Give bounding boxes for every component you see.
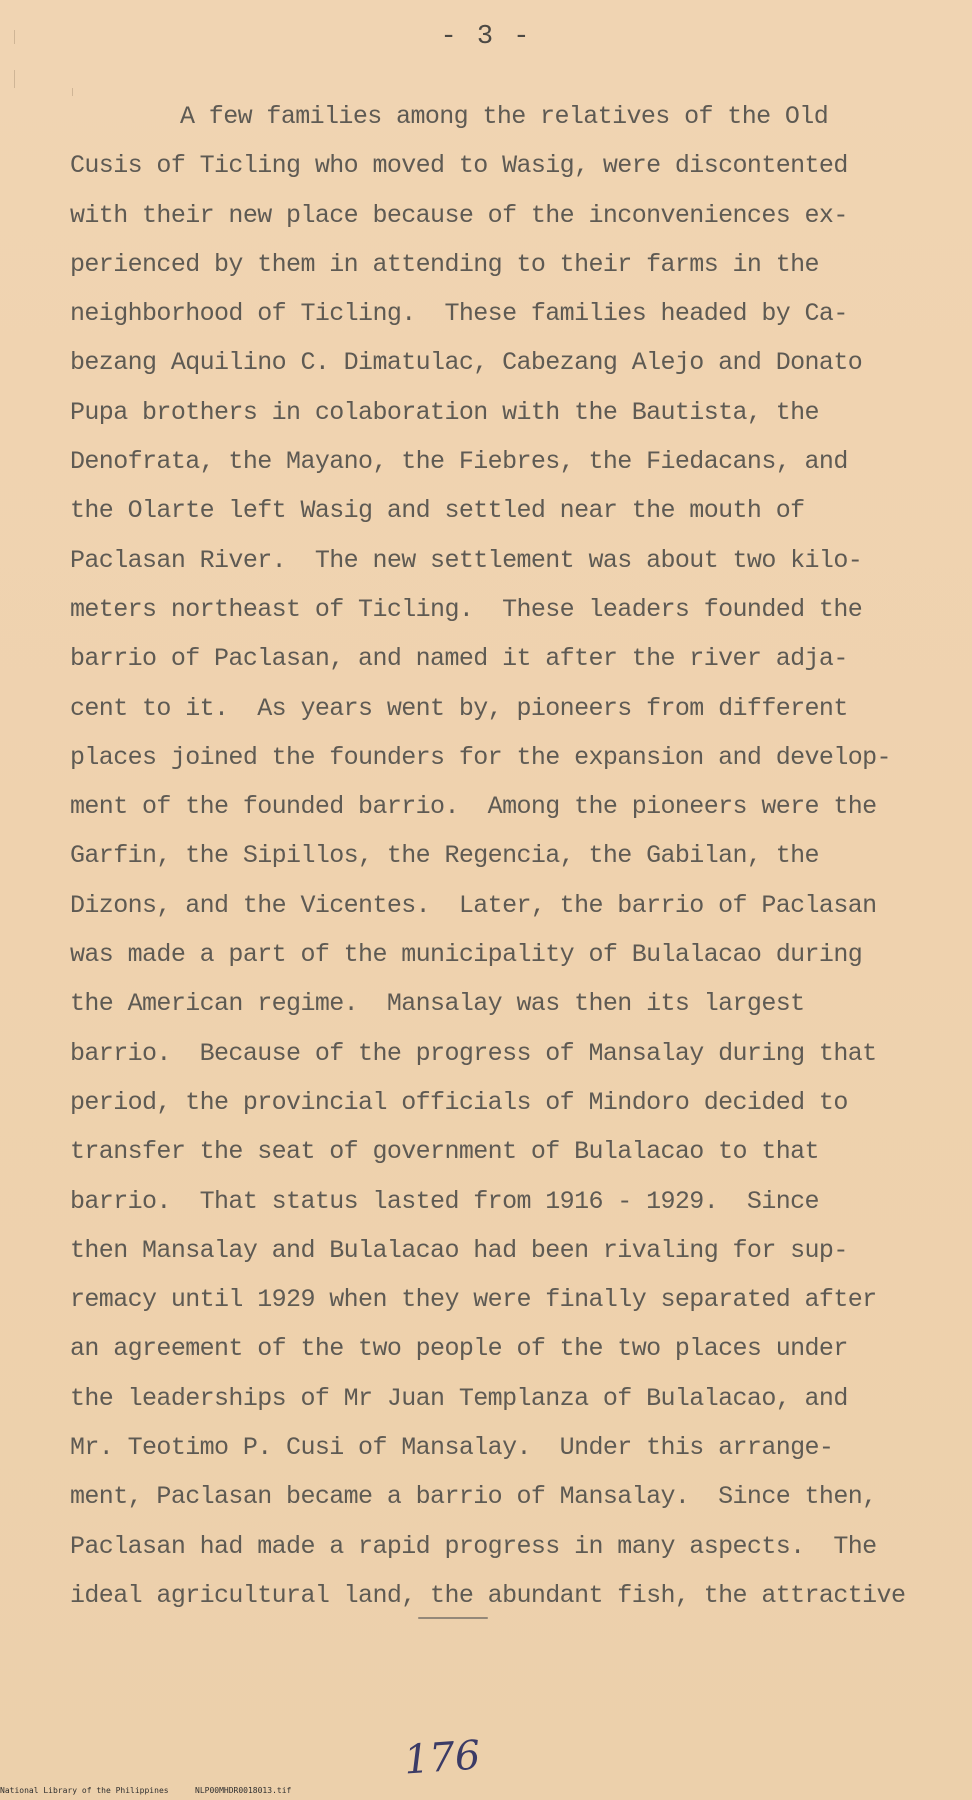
footer-library-credit: National Library of the Philippines — [0, 1786, 169, 1795]
text-line: the American regime. Mansalay was then its largest — [70, 989, 805, 1019]
text-line: bezang Aquilino C. Dimatulac, Cabezang Alejo and Donato — [70, 348, 863, 378]
edge-mark — [14, 70, 15, 88]
text-line: places joined the founders for the expansion and develop- — [70, 742, 891, 772]
text-line: period, the provincial officials of Mindoro decided to — [70, 1087, 848, 1117]
text-line: cent to it. As years went by, pioneers from different — [70, 693, 848, 723]
text-line: barrio. That status lasted from 1916 - 1929. Since — [70, 1186, 819, 1216]
text-line: was made a part of the municipality of Bulalacao during — [70, 940, 863, 970]
text-line: Dizons, and the Vicentes. Later, the barrio of Paclasan — [70, 890, 877, 920]
footer-filename: NLP00MHDR0018013.tif — [195, 1786, 292, 1795]
text-line: barrio. Because of the progress of Mansalay during that — [70, 1038, 877, 1068]
text-line: transfer the seat of government of Bulalacao to that — [70, 1137, 819, 1167]
text-line: the Olarte left Wasig and settled near the mouth of — [70, 496, 805, 526]
text-line: perienced by them in attending to their farms in the — [70, 249, 819, 279]
text-line: A few families among the relatives of the Old — [180, 102, 829, 131]
body-text — [70, 92, 950, 1620]
text-line: neighborhood of Ticling. These families headed by Ca- — [70, 299, 848, 329]
handwritten-folio-number: 176 — [402, 1732, 482, 1784]
text-line: then Mansalay and Bulalacao had been rivaling for sup- — [70, 1235, 848, 1265]
text-line: Cusis of Ticling who moved to Wasig, were discontented — [70, 151, 848, 181]
text-line: Mr. Teotimo P. Cusi of Mansalay. Under this arrange- — [70, 1433, 834, 1463]
text-line: Garfin, the Sipillos, the Regencia, the Gabilan, the — [70, 841, 819, 871]
text-line: meters northeast of Ticling. These leaders founded the — [70, 594, 863, 624]
text-line: remacy until 1929 when they were finally separated after — [70, 1285, 877, 1315]
text-line: Paclasan had made a rapid progress in many aspects. The — [70, 1531, 877, 1561]
separator-line — [418, 1617, 488, 1619]
text-line: with their new place because of the inconveniences ex- — [70, 200, 848, 230]
text-line: ment, Paclasan became a barrio of Mansalay. Since then, — [70, 1482, 877, 1512]
text-line: Paclasan River. The new settlement was about two kilo- — [70, 545, 863, 575]
text-line: ideal agricultural land, the abundant fish, the attractive — [70, 1580, 906, 1610]
page-number: - 3 - — [440, 22, 532, 52]
text-line: Pupa brothers in colaboration with the Bautista, the — [70, 397, 819, 427]
text-line: the leaderships of Mr Juan Templanza of Bulalacao, and — [70, 1383, 848, 1413]
text-line: Denofrata, the Mayano, the Fiebres, the Fiedacans, and — [70, 447, 848, 477]
text-line: an agreement of the two people of the two places under — [70, 1334, 848, 1364]
text-line: ment of the founded barrio. Among the pioneers were the — [70, 792, 877, 822]
text-line: barrio of Paclasan, and named it after the river adja- — [70, 644, 848, 674]
